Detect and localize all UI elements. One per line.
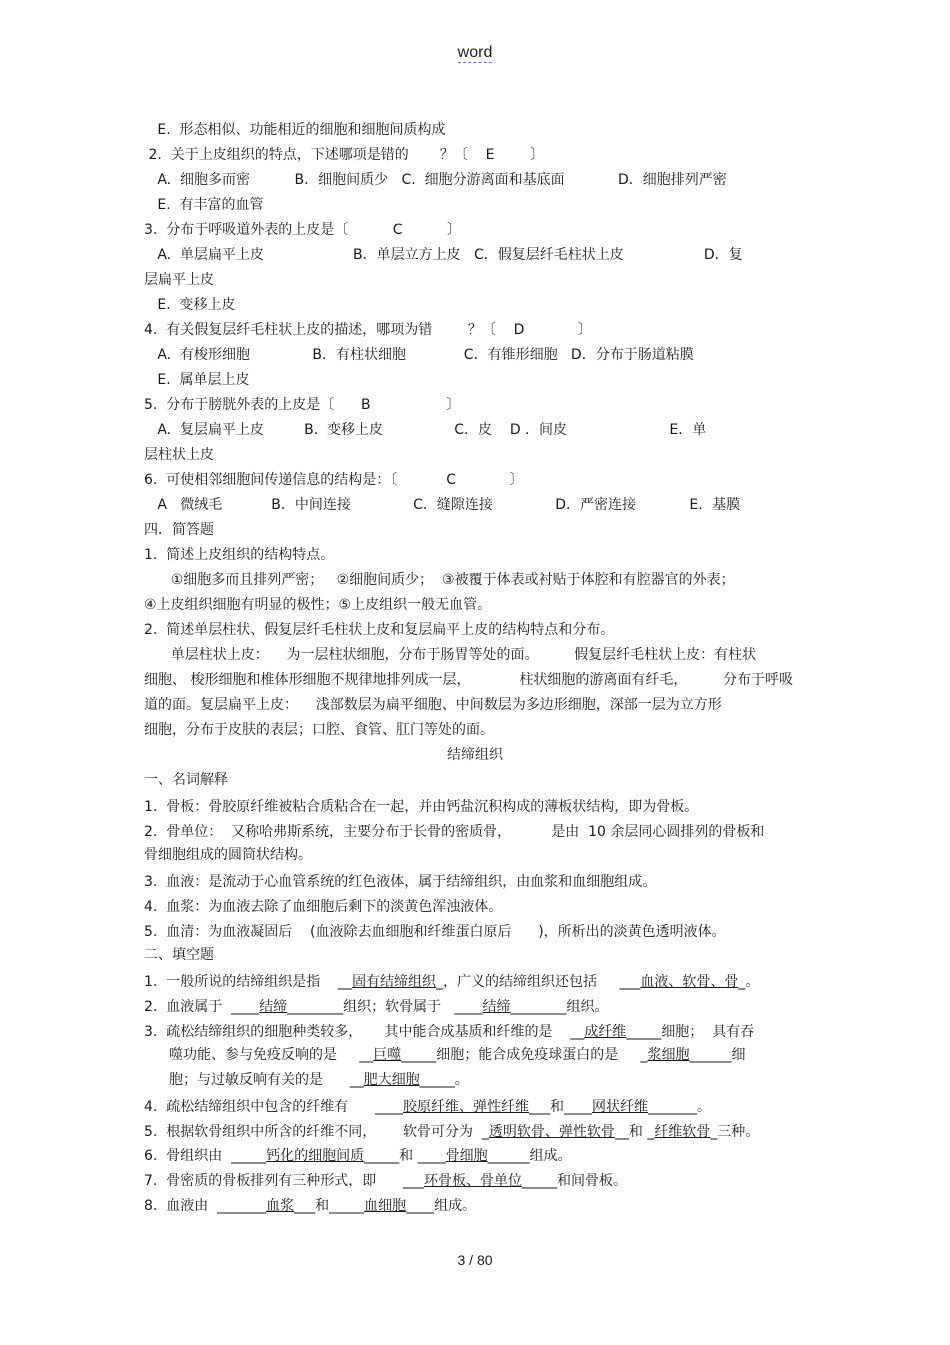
text-line: 3. 血液：是流动于心血管系统的红色液体，属于结缔组织，由血浆和血细胞组成。	[144, 874, 657, 890]
text-line: 4. 有关假复层纤毛柱状上皮的描述，哪项为错 ？〔 D 〕	[144, 322, 592, 338]
text-line: 2. 简述单层柱状、假复层纤毛柱状上皮和复层扁平上皮的结构特点和分布。	[144, 622, 615, 638]
text-line: 2. 关于上皮组织的特点，下述哪项是错的 ？〔 E 〕	[144, 147, 545, 163]
text-line: 一、名词解释	[144, 772, 228, 788]
answer-text: 血浆	[266, 1198, 295, 1214]
text-line: 层柱状上皮	[144, 447, 214, 463]
question-text: 1. 一般所说的结缔组织是指 __	[144, 974, 353, 990]
text-line: A. 细胞多而密 B．细胞间质少 C. 细胞分游离面和基底面 D．细胞排列严密	[144, 172, 727, 188]
question-text: ________组织。	[510, 999, 609, 1015]
section-title: 结缔组织	[447, 747, 503, 763]
fill-blank-line	[144, 1097, 711, 1117]
answer-text: 钙化的细胞间质	[266, 1148, 365, 1164]
answer-text: 血液、软骨、骨	[640, 974, 739, 990]
text-line: 5. 分布于膀胱外表的上皮是〔 B 〕	[144, 397, 461, 413]
question-text: 噬功能、参与免疫反响的是 __	[169, 1047, 374, 1063]
page-number: 3 / 80	[457, 1252, 493, 1268]
question-text: 4. 疏松结缔组织中包含的纤维有 ____	[144, 1099, 403, 1115]
text-line: 二、填空题	[144, 947, 214, 963]
answer-text: 血细胞	[364, 1198, 407, 1214]
header-title: word	[457, 44, 493, 61]
question-text: 5. 根据软骨组织中所含的纤维不同， 软骨可分为 _	[144, 1124, 489, 1140]
answer-text: 巨噬	[373, 1047, 402, 1063]
answer-text: 纤维软骨	[654, 1124, 711, 1140]
answer-text: 结缔	[259, 999, 288, 1015]
fill-blank-line	[169, 1045, 746, 1065]
answer-text: 结缔	[482, 999, 511, 1015]
fill-blank-line	[144, 1022, 754, 1042]
question-text: _____。	[419, 1072, 469, 1088]
text-line: ①细胞多而且排列严密； ②细胞间质少； ③被覆于体表或衬贴于体腔和有腔器官的外表；	[144, 572, 735, 588]
question-text: _____和间骨板。	[521, 1173, 627, 1189]
text-line: 3. 分布于呼吸道外表的上皮是〔 C 〕	[144, 222, 462, 238]
answer-text: 网状纤维	[591, 1099, 648, 1115]
text-line: 5. 血清：为血液凝固后 (血液除去血细胞和纤维蛋白原后 )，所析出的淡黄色透明液体。	[144, 924, 726, 940]
fill-blank-line	[169, 1070, 469, 1090]
text-line: 6. 可使相邻细胞间传递信息的结构是：〔 C 〕	[144, 472, 524, 488]
text-line: A 微绒毛 B．中间连接 C．缝隙连接 D．严密连接 E．基膜	[144, 497, 741, 513]
answer-text: 透明软骨、弹性软骨	[488, 1124, 615, 1140]
question-text: 8. 血液由 _______	[144, 1198, 267, 1214]
question-text: _______。	[647, 1099, 711, 1115]
question-text: ______细	[689, 1047, 746, 1063]
text-line: 2. 骨单位： 又称哈弗斯系统，主要分布于长骨的密质骨， 是由 10 余层同心圆排列的骨板和	[144, 824, 765, 840]
answer-text: 肥大细胞	[363, 1072, 420, 1088]
question-text: 2. 血液属于 ____	[144, 999, 260, 1015]
question-text: 3. 疏松结缔组织的细胞种类较多， 其中能合成基质和纤维的是 __	[144, 1024, 585, 1040]
question-text: _____细胞； 具有吞	[626, 1024, 755, 1040]
page-header	[0, 44, 950, 62]
answer-text: 成纤维	[584, 1024, 627, 1040]
question-text: ___和____	[528, 1099, 592, 1115]
question-text: ______组成。	[487, 1148, 572, 1164]
text-line: A. 复层扁平上皮 B. 变移上皮 C．皮 D ．间皮 E．单	[144, 422, 707, 438]
fill-blank-line	[144, 1196, 476, 1216]
text-line: E. 有丰富的血管	[144, 197, 264, 213]
answer-text: 骨细胞	[445, 1148, 488, 1164]
fill-blank-line	[144, 1171, 627, 1191]
text-line: A. 单层扁平上皮 B．单层立方上皮 C．假复层纤毛柱状上皮 D．复	[144, 247, 743, 263]
text-line: E. 属单层上皮	[144, 372, 250, 388]
fill-blank-line	[144, 972, 759, 992]
question-text: _____和 ____	[364, 1148, 446, 1164]
question-text: ____组成。	[406, 1198, 477, 1214]
question-text: 6. 骨组织由 _____	[144, 1148, 267, 1164]
text-line: 骨细胞组成的圆筒状结构。	[144, 847, 312, 863]
question-text: ___和_____	[294, 1198, 365, 1214]
text-line: 细胞，分布于皮肤的表层；口腔、食管、肛门等处的面。	[144, 722, 494, 738]
question-text: _，广义的结缔组织还包括 ___	[436, 974, 641, 990]
question-text: _____细胞；能合成免疫球蛋白的是 _	[401, 1047, 648, 1063]
text-line: 道的面。复层扁平上皮： 浅部数层为扁平细胞、中间数层为多边形细胞，深部一层为立方形	[144, 697, 722, 713]
answer-text: 胶原纤维、弹性纤维	[402, 1099, 529, 1115]
answer-text: 固有结缔组织	[352, 974, 437, 990]
answer-text: 环骨板、骨单位	[423, 1173, 522, 1189]
question-text: 7. 骨密质的骨板排列有三种形式，即 ___	[144, 1173, 424, 1189]
answer-text: 浆细胞	[647, 1047, 690, 1063]
text-line: 4. 血浆：为血液去除了血细胞后剩下的淡黄色浑浊液体。	[144, 899, 503, 915]
text-line: E. 变移上皮	[144, 297, 236, 313]
text-line: ④上皮组织细胞有明显的极性；⑤上皮组织一般无血管。	[144, 597, 492, 613]
fill-blank-line	[144, 997, 609, 1017]
text-line: 层扁平上皮	[144, 272, 214, 288]
text-line: E. 形态相似、功能相近的细胞和细胞间质构成	[144, 122, 446, 138]
fill-blank-line	[144, 1146, 572, 1166]
question-text: ________组织；软骨属于 ____	[287, 999, 483, 1015]
text-line: 四．简答题	[144, 522, 214, 538]
text-line: 细胞、 梭形细胞和椎体形细胞不规律地排列成一层， 柱状细胞的游离面有纤毛， 分布于呼吸	[144, 672, 794, 688]
text-line: 1. 简述上皮组织的结构特点。	[144, 547, 335, 563]
question-text: _。	[738, 974, 760, 990]
text-line: 单层柱状上皮： 为一层柱状细胞，分布于肠胃等处的面。 假复层纤毛柱状上皮：有柱状	[144, 647, 757, 663]
question-text: 胞；与过敏反响有关的是 __	[169, 1072, 364, 1088]
text-line: 1. 骨板：骨胶原纤维被粘合质粘合在一起，并由钙盐沉积构成的薄板状结构，即为骨板。	[144, 799, 699, 815]
question-text: __和 _	[614, 1124, 655, 1140]
fill-blank-line	[144, 1122, 759, 1142]
question-text: _三种。	[710, 1124, 760, 1140]
text-line: A. 有梭形细胞 B．有柱状细胞 C．有锥形细胞 D．分布于肠道粘膜	[144, 347, 694, 363]
